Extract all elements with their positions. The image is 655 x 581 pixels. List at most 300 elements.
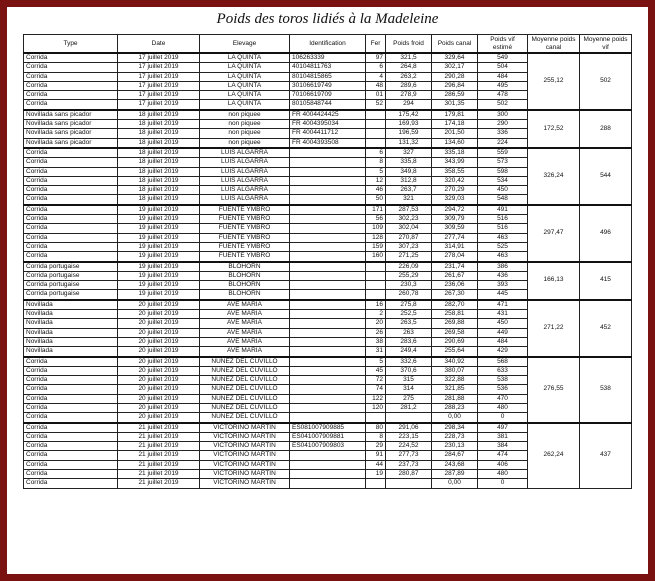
cell-identification <box>290 224 366 233</box>
cell-fer: 8 <box>366 158 386 167</box>
header-type: Type <box>24 35 118 54</box>
header-poids-froid: Poids froid <box>386 35 432 54</box>
cell-poids-vif: 384 <box>478 442 528 451</box>
cell-identification: ES041007909881 <box>290 432 366 441</box>
cell-fer: 159 <box>366 242 386 251</box>
cell-type: Corrida <box>24 224 118 233</box>
cell-poids-canal: 228,73 <box>432 432 478 441</box>
group-3 <box>24 205 632 262</box>
cell-fer: 20 <box>366 319 386 328</box>
table-row <box>24 53 632 63</box>
cell-poids-froid: 349,8 <box>386 167 432 176</box>
cell-elevage: BLOHORN <box>200 281 290 290</box>
cell-poids-froid: 223,15 <box>386 432 432 441</box>
cell-type: Corrida <box>24 470 118 479</box>
cell-date: 21 juillet 2019 <box>118 451 200 460</box>
cell-poids-froid: 271,25 <box>386 252 432 262</box>
cell-identification <box>290 310 366 319</box>
cell-poids-canal: 296,84 <box>432 81 478 90</box>
cell-identification: FR 4004393508 <box>290 138 366 148</box>
cell-elevage: FUENTE YMBRO <box>200 224 290 233</box>
table-row <box>24 300 632 310</box>
cell-poids-froid: 315 <box>386 376 432 385</box>
cell-fer: 31 <box>366 347 386 357</box>
header-moyenne-vif: Moyenne poids vif <box>580 35 632 54</box>
cell-poids-canal: 340,92 <box>432 357 478 367</box>
cell-poids-canal: 309,59 <box>432 224 478 233</box>
cell-elevage: FUENTE YMBRO <box>200 205 290 215</box>
cell-type: Novillada <box>24 319 118 328</box>
cell-poids-vif: 525 <box>478 242 528 251</box>
cell-poids-vif: 549 <box>478 53 528 63</box>
cell-poids-vif: 538 <box>478 376 528 385</box>
cell-date: 19 juillet 2019 <box>118 262 200 272</box>
cell-type: Corrida <box>24 442 118 451</box>
cell-poids-froid: 275 <box>386 394 432 403</box>
cell-identification <box>290 357 366 367</box>
cell-type: Corrida <box>24 72 118 81</box>
cell-type: Corrida portugaise <box>24 262 118 272</box>
cell-type: Corrida <box>24 148 118 158</box>
cell-date: 18 juillet 2019 <box>118 148 200 158</box>
cell-date: 19 juillet 2019 <box>118 205 200 215</box>
cell-poids-vif: 474 <box>478 451 528 460</box>
cell-date: 19 juillet 2019 <box>118 242 200 251</box>
cell-poids-froid: 263,5 <box>386 319 432 328</box>
cell-elevage: non piquee <box>200 120 290 129</box>
group-7 <box>24 423 632 489</box>
cell-poids-canal: 230,13 <box>432 442 478 451</box>
cell-type: Corrida <box>24 233 118 242</box>
cell-poids-vif: 450 <box>478 319 528 328</box>
cell-elevage: AVE MARIA <box>200 328 290 337</box>
cell-fer: 6 <box>366 148 386 158</box>
cell-elevage: FUENTE YMBRO <box>200 215 290 224</box>
cell-date: 18 juillet 2019 <box>118 167 200 176</box>
cell-elevage: LA QUINTA <box>200 72 290 81</box>
cell-date: 19 juillet 2019 <box>118 281 200 290</box>
cell-poids-vif: 534 <box>478 176 528 185</box>
cell-poids-canal: 358,55 <box>432 167 478 176</box>
cell-fer: 8 <box>366 432 386 441</box>
cell-identification <box>290 205 366 215</box>
cell-poids-froid: 302,04 <box>386 224 432 233</box>
cell-poids-froid: 196,59 <box>386 129 432 138</box>
cell-fer: 29 <box>366 442 386 451</box>
cell-poids-vif: 463 <box>478 252 528 262</box>
cell-identification <box>290 195 366 205</box>
cell-date: 20 juillet 2019 <box>118 366 200 375</box>
cell-poids-canal: 290,28 <box>432 72 478 81</box>
cell-poids-froid: 332,6 <box>386 357 432 367</box>
cell-poids-canal: 174,18 <box>432 120 478 129</box>
header-row <box>24 35 632 54</box>
cell-poids-canal: 380,07 <box>432 366 478 375</box>
cell-type: Corrida <box>24 366 118 375</box>
cell-date: 20 juillet 2019 <box>118 357 200 367</box>
cell-fer: 56 <box>366 215 386 224</box>
cell-poids-canal: 309,79 <box>432 215 478 224</box>
cell-identification <box>290 158 366 167</box>
cell-elevage: NUNEZ DEL CUVILLO <box>200 376 290 385</box>
cell-moyenne-canal: 166,13 <box>528 262 580 300</box>
cell-identification: 80104815865 <box>290 72 366 81</box>
cell-elevage: LUIS ALGARRA <box>200 167 290 176</box>
cell-poids-vif: 504 <box>478 63 528 72</box>
cell-moyenne-canal: 326,24 <box>528 148 580 205</box>
cell-poids-canal: 314,91 <box>432 242 478 251</box>
cell-poids-vif: 598 <box>478 167 528 176</box>
cell-identification <box>290 186 366 195</box>
cell-type: Corrida <box>24 100 118 110</box>
cell-poids-canal: 329,64 <box>432 53 478 63</box>
cell-poids-froid: 270,87 <box>386 233 432 242</box>
cell-identification <box>290 366 366 375</box>
cell-identification <box>290 394 366 403</box>
cell-fer: 50 <box>366 195 386 205</box>
cell-poids-vif: 497 <box>478 423 528 433</box>
cell-elevage: FUENTE YMBRO <box>200 242 290 251</box>
cell-type: Corrida <box>24 167 118 176</box>
cell-type: Novillada <box>24 328 118 337</box>
cell-poids-vif: 429 <box>478 347 528 357</box>
cell-poids-canal: 281,88 <box>432 394 478 403</box>
cell-identification: FR 4004411712 <box>290 129 366 138</box>
cell-moyenne-vif: 415 <box>580 262 632 300</box>
cell-poids-canal: 294,72 <box>432 205 478 215</box>
cell-date: 17 juillet 2019 <box>118 63 200 72</box>
table-row <box>24 148 632 158</box>
cell-fer: 45 <box>366 366 386 375</box>
cell-identification <box>290 176 366 185</box>
cell-date: 20 juillet 2019 <box>118 347 200 357</box>
cell-elevage: VICTORINO MARTIN <box>200 451 290 460</box>
cell-fer: 80 <box>366 423 386 433</box>
table-row <box>24 357 632 367</box>
cell-poids-froid: 260,78 <box>386 290 432 300</box>
cell-fer: 26 <box>366 328 386 337</box>
cell-type: Corrida <box>24 158 118 167</box>
group-5 <box>24 300 632 357</box>
cell-poids-froid: 335,8 <box>386 158 432 167</box>
cell-type: Corrida <box>24 413 118 423</box>
cell-fer: 2 <box>366 310 386 319</box>
cell-date: 19 juillet 2019 <box>118 252 200 262</box>
cell-poids-canal: 255,64 <box>432 347 478 357</box>
cell-fer: 46 <box>366 186 386 195</box>
weights-table <box>23 34 632 489</box>
cell-poids-vif: 516 <box>478 215 528 224</box>
cell-elevage: NUNEZ DEL CUVILLO <box>200 413 290 423</box>
group-4 <box>24 262 632 300</box>
cell-identification <box>290 215 366 224</box>
cell-poids-vif: 516 <box>478 224 528 233</box>
cell-poids-vif: 495 <box>478 81 528 90</box>
cell-identification: 80105848744 <box>290 100 366 110</box>
cell-poids-froid: 263,7 <box>386 186 432 195</box>
cell-type: Novillada sans picador <box>24 110 118 120</box>
header-poids-canal: Poids canal <box>432 35 478 54</box>
cell-poids-canal: 236,06 <box>432 281 478 290</box>
cell-identification <box>290 271 366 280</box>
cell-poids-froid: 283,6 <box>386 337 432 346</box>
cell-elevage: LUIS ALGARRA <box>200 158 290 167</box>
cell-identification <box>290 319 366 328</box>
cell-elevage: BLOHORN <box>200 262 290 272</box>
cell-type: Corrida <box>24 53 118 63</box>
cell-fer <box>366 413 386 423</box>
cell-identification: FR 4004395034 <box>290 120 366 129</box>
cell-elevage: LA QUINTA <box>200 81 290 90</box>
cell-poids-froid: 277,73 <box>386 451 432 460</box>
cell-elevage: non piquee <box>200 129 290 138</box>
cell-poids-vif: 386 <box>478 262 528 272</box>
cell-type: Corrida <box>24 479 118 488</box>
cell-elevage: VICTORINO MARTIN <box>200 432 290 441</box>
cell-moyenne-canal: 297,47 <box>528 205 580 262</box>
cell-poids-vif: 536 <box>478 385 528 394</box>
cell-date: 18 juillet 2019 <box>118 176 200 185</box>
cell-type: Corrida <box>24 403 118 412</box>
cell-poids-froid: 255,29 <box>386 271 432 280</box>
cell-type: Corrida portugaise <box>24 290 118 300</box>
cell-date: 20 juillet 2019 <box>118 300 200 310</box>
cell-elevage: AVE MARIA <box>200 319 290 328</box>
cell-date: 19 juillet 2019 <box>118 215 200 224</box>
cell-elevage: LA QUINTA <box>200 63 290 72</box>
cell-type: Corrida <box>24 215 118 224</box>
cell-fer: 5 <box>366 167 386 176</box>
cell-date: 21 juillet 2019 <box>118 442 200 451</box>
cell-type: Corrida <box>24 176 118 185</box>
cell-poids-vif: 470 <box>478 394 528 403</box>
cell-date: 17 juillet 2019 <box>118 100 200 110</box>
cell-poids-canal: 243,68 <box>432 460 478 469</box>
cell-type: Corrida <box>24 357 118 367</box>
cell-identification <box>290 451 366 460</box>
cell-date: 20 juillet 2019 <box>118 413 200 423</box>
cell-poids-froid: 252,5 <box>386 310 432 319</box>
cell-poids-vif: 393 <box>478 281 528 290</box>
cell-poids-froid: 281,2 <box>386 403 432 412</box>
cell-date: 17 juillet 2019 <box>118 53 200 63</box>
cell-poids-canal: 282,70 <box>432 300 478 310</box>
table-row <box>24 110 632 120</box>
cell-identification: 40104811763 <box>290 63 366 72</box>
cell-poids-froid: 327 <box>386 148 432 158</box>
header-elevage: Elevage <box>200 35 290 54</box>
cell-poids-froid: 169,93 <box>386 120 432 129</box>
cell-date: 17 juillet 2019 <box>118 81 200 90</box>
cell-type: Novillada sans picador <box>24 138 118 148</box>
cell-poids-froid: 294 <box>386 100 432 110</box>
cell-poids-froid <box>386 479 432 488</box>
cell-date: 21 juillet 2019 <box>118 460 200 469</box>
cell-poids-vif: 471 <box>478 300 528 310</box>
cell-identification <box>290 242 366 251</box>
page-title: Poids des toros lidiés à la Madeleine <box>216 11 439 27</box>
cell-poids-froid <box>386 413 432 423</box>
cell-fer <box>366 479 386 488</box>
cell-poids-vif: 480 <box>478 403 528 412</box>
cell-poids-canal: 134,60 <box>432 138 478 148</box>
cell-identification <box>290 300 366 310</box>
cell-poids-canal: 0,00 <box>432 479 478 488</box>
cell-elevage: NUNEZ DEL CUVILLO <box>200 394 290 403</box>
cell-poids-froid: 249,4 <box>386 347 432 357</box>
cell-poids-vif: 573 <box>478 158 528 167</box>
cell-fer: 52 <box>366 100 386 110</box>
cell-date: 19 juillet 2019 <box>118 233 200 242</box>
cell-poids-canal: 302,17 <box>432 63 478 72</box>
cell-date: 18 juillet 2019 <box>118 158 200 167</box>
cell-date: 20 juillet 2019 <box>118 376 200 385</box>
cell-identification: ES041007909803 <box>290 442 366 451</box>
cell-moyenne-canal: 276,55 <box>528 357 580 423</box>
cell-poids-canal: 278,04 <box>432 252 478 262</box>
cell-fer <box>366 138 386 148</box>
cell-type: Corrida <box>24 91 118 100</box>
cell-poids-canal: 269,88 <box>432 319 478 328</box>
cell-date: 18 juillet 2019 <box>118 110 200 120</box>
cell-poids-canal: 343,99 <box>432 158 478 167</box>
cell-fer: 16 <box>366 300 386 310</box>
cell-identification <box>290 337 366 346</box>
cell-elevage: VICTORINO MARTIN <box>200 423 290 433</box>
cell-fer: 91 <box>366 451 386 460</box>
cell-date: 20 juillet 2019 <box>118 394 200 403</box>
cell-identification <box>290 347 366 357</box>
cell-fer: 01 <box>366 91 386 100</box>
cell-poids-froid: 131,32 <box>386 138 432 148</box>
group-1 <box>24 110 632 148</box>
cell-elevage: LA QUINTA <box>200 91 290 100</box>
cell-poids-vif: 568 <box>478 357 528 367</box>
cell-poids-canal: 0,00 <box>432 413 478 423</box>
cell-elevage: non piquee <box>200 110 290 120</box>
cell-identification <box>290 470 366 479</box>
cell-fer: 5 <box>366 357 386 367</box>
cell-type: Corrida <box>24 385 118 394</box>
cell-poids-vif: 463 <box>478 233 528 242</box>
cell-poids-vif: 381 <box>478 432 528 441</box>
cell-poids-froid: 287,53 <box>386 205 432 215</box>
cell-type: Corrida <box>24 63 118 72</box>
cell-poids-froid: 302,23 <box>386 215 432 224</box>
cell-identification: 30106619749 <box>290 81 366 90</box>
cell-poids-vif: 0 <box>478 413 528 423</box>
cell-moyenne-vif: 288 <box>580 110 632 148</box>
cell-identification <box>290 328 366 337</box>
cell-date: 18 juillet 2019 <box>118 138 200 148</box>
cell-poids-canal: 322,88 <box>432 376 478 385</box>
cell-poids-froid: 314 <box>386 385 432 394</box>
cell-identification <box>290 281 366 290</box>
cell-identification <box>290 167 366 176</box>
cell-fer: 4 <box>366 72 386 81</box>
header-date: Date <box>118 35 200 54</box>
cell-moyenne-vif: 544 <box>580 148 632 205</box>
cell-fer <box>366 129 386 138</box>
cell-fer <box>366 110 386 120</box>
table-row <box>24 423 632 433</box>
cell-poids-vif: 484 <box>478 72 528 81</box>
cell-elevage: LUIS ALGARRA <box>200 186 290 195</box>
cell-date: 20 juillet 2019 <box>118 403 200 412</box>
cell-poids-vif: 0 <box>478 479 528 488</box>
cell-fer: 160 <box>366 252 386 262</box>
cell-type: Corrida <box>24 423 118 433</box>
cell-poids-canal: 179,81 <box>432 110 478 120</box>
cell-poids-vif: 336 <box>478 129 528 138</box>
cell-poids-canal: 284,67 <box>432 451 478 460</box>
cell-elevage: AVE MARIA <box>200 310 290 319</box>
cell-poids-froid: 264,8 <box>386 63 432 72</box>
cell-date: 21 juillet 2019 <box>118 479 200 488</box>
cell-type: Corrida portugaise <box>24 271 118 280</box>
cell-identification <box>290 262 366 272</box>
cell-type: Novillada <box>24 337 118 346</box>
cell-poids-froid: 263 <box>386 328 432 337</box>
cell-poids-vif: 559 <box>478 148 528 158</box>
cell-poids-canal: 270,29 <box>432 186 478 195</box>
header-moyenne-canal: Moyenne poids canal <box>528 35 580 54</box>
cell-fer <box>366 262 386 272</box>
cell-poids-canal: 231,74 <box>432 262 478 272</box>
cell-identification: ES081007909885 <box>290 423 366 433</box>
cell-poids-froid: 370,6 <box>386 366 432 375</box>
cell-date: 19 juillet 2019 <box>118 224 200 233</box>
cell-elevage: BLOHORN <box>200 271 290 280</box>
cell-poids-canal: 269,58 <box>432 328 478 337</box>
group-6 <box>24 357 632 423</box>
cell-elevage: AVE MARIA <box>200 300 290 310</box>
cell-elevage: NUNEZ DEL CUVILLO <box>200 366 290 375</box>
cell-moyenne-canal: 255,12 <box>528 53 580 110</box>
cell-poids-froid: 175,42 <box>386 110 432 120</box>
cell-poids-canal: 277,74 <box>432 233 478 242</box>
cell-elevage: VICTORINO MARTIN <box>200 442 290 451</box>
cell-moyenne-vif: 437 <box>580 423 632 489</box>
cell-identification: 70106619709 <box>290 91 366 100</box>
cell-identification <box>290 403 366 412</box>
cell-fer: 48 <box>366 81 386 90</box>
cell-fer <box>366 281 386 290</box>
cell-type: Novillada <box>24 347 118 357</box>
cell-identification <box>290 376 366 385</box>
cell-poids-froid: 321,5 <box>386 53 432 63</box>
cell-poids-canal: 335,18 <box>432 148 478 158</box>
cell-moyenne-vif: 538 <box>580 357 632 423</box>
cell-poids-vif: 450 <box>478 186 528 195</box>
cell-type: Corrida <box>24 81 118 90</box>
cell-elevage: NUNEZ DEL CUVILLO <box>200 403 290 412</box>
cell-date: 18 juillet 2019 <box>118 195 200 205</box>
cell-identification <box>290 479 366 488</box>
cell-elevage: non piquee <box>200 138 290 148</box>
cell-poids-vif: 290 <box>478 120 528 129</box>
cell-poids-canal: 261,67 <box>432 271 478 280</box>
cell-date: 18 juillet 2019 <box>118 120 200 129</box>
cell-elevage: LA QUINTA <box>200 100 290 110</box>
cell-date: 18 juillet 2019 <box>118 186 200 195</box>
cell-type: Corrida <box>24 394 118 403</box>
cell-poids-vif: 406 <box>478 460 528 469</box>
header-poids-vif: Poids vif estimé <box>478 35 528 54</box>
cell-poids-froid: 307,23 <box>386 242 432 251</box>
cell-poids-vif: 633 <box>478 366 528 375</box>
cell-elevage: LUIS ALGARRA <box>200 148 290 158</box>
